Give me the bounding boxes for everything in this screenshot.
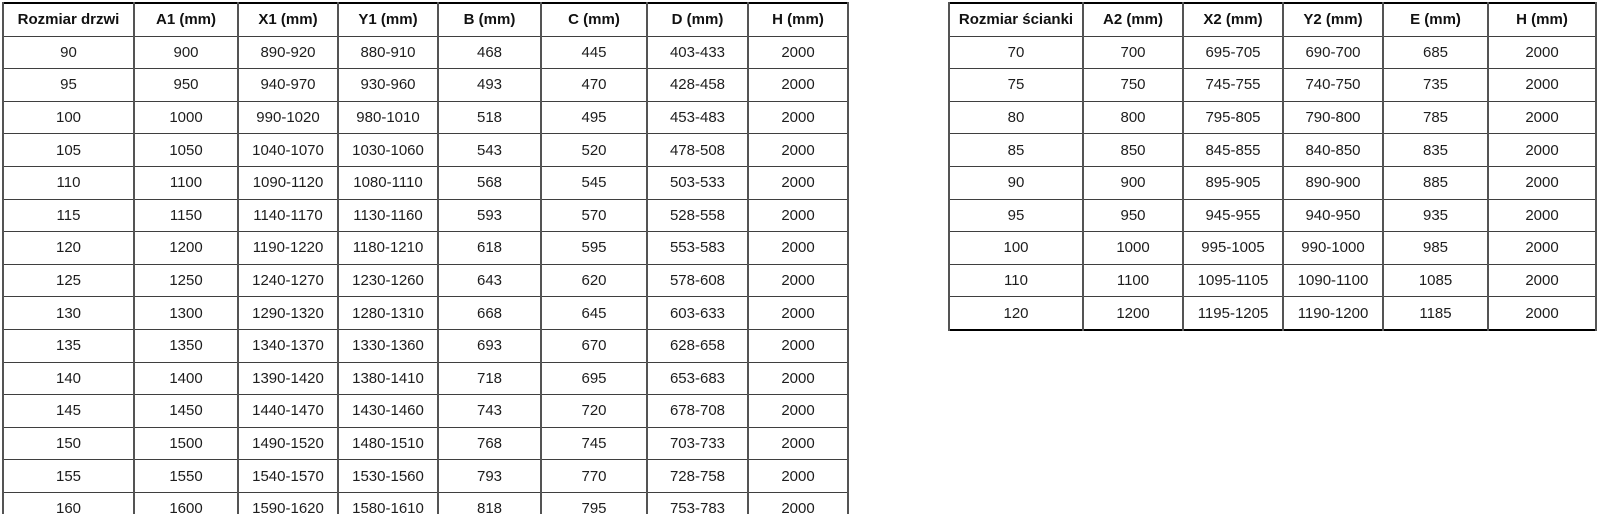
table-cell: 2000 bbox=[1488, 134, 1596, 167]
table-row bbox=[3, 36, 848, 69]
table-cell: 518 bbox=[438, 101, 541, 134]
table-cell: 880-910 bbox=[338, 36, 438, 69]
table-cell: 135 bbox=[3, 329, 134, 362]
table-cell: 800 bbox=[1083, 101, 1183, 134]
table-cell: 1100 bbox=[134, 166, 238, 199]
table-cell: 120 bbox=[949, 297, 1083, 330]
table-cell: 445 bbox=[541, 36, 647, 69]
table-cell: 678-708 bbox=[647, 395, 748, 428]
table-cell: 930-960 bbox=[338, 69, 438, 102]
table-cell: 950 bbox=[134, 69, 238, 102]
table-cell: 700 bbox=[1083, 36, 1183, 69]
table-row bbox=[3, 134, 848, 167]
table-cell: 950 bbox=[1083, 199, 1183, 232]
table-cell: 785 bbox=[1383, 101, 1488, 134]
table-cell: 2000 bbox=[1488, 297, 1596, 330]
table-cell: 403-433 bbox=[647, 36, 748, 69]
table-cell: 2000 bbox=[748, 134, 848, 167]
table-cell: 885 bbox=[1383, 166, 1488, 199]
table-cell: 620 bbox=[541, 264, 647, 297]
column-header: H (mm) bbox=[1488, 3, 1596, 36]
table-cell: 578-608 bbox=[647, 264, 748, 297]
table-cell: 570 bbox=[541, 199, 647, 232]
column-header: A1 (mm) bbox=[134, 3, 238, 36]
column-header: Rozmiar drzwi bbox=[3, 3, 134, 36]
table-cell: 990-1020 bbox=[238, 101, 338, 134]
table-cell: 1085 bbox=[1383, 264, 1488, 297]
table-cell: 753-783 bbox=[647, 492, 748, 514]
table-cell: 745 bbox=[541, 427, 647, 460]
column-header: H (mm) bbox=[748, 3, 848, 36]
table-cell: 1540-1570 bbox=[238, 460, 338, 493]
table-cell: 2000 bbox=[1488, 36, 1596, 69]
table-cell: 1230-1260 bbox=[338, 264, 438, 297]
column-header: E (mm) bbox=[1383, 3, 1488, 36]
table-cell: 670 bbox=[541, 329, 647, 362]
table-cell: 2000 bbox=[748, 264, 848, 297]
table-cell: 110 bbox=[949, 264, 1083, 297]
column-header: X2 (mm) bbox=[1183, 3, 1283, 36]
table-cell: 703-733 bbox=[647, 427, 748, 460]
table-cell: 795-805 bbox=[1183, 101, 1283, 134]
table-cell: 745-755 bbox=[1183, 69, 1283, 102]
table-cell: 1185 bbox=[1383, 297, 1488, 330]
table-cell: 503-533 bbox=[647, 166, 748, 199]
table-cell: 115 bbox=[3, 199, 134, 232]
table-cell: 890-920 bbox=[238, 36, 338, 69]
table-cell: 2000 bbox=[1488, 199, 1596, 232]
table-cell: 1030-1060 bbox=[338, 134, 438, 167]
table-cell: 2000 bbox=[748, 199, 848, 232]
table-cell: 818 bbox=[438, 492, 541, 514]
table-cell: 690-700 bbox=[1283, 36, 1383, 69]
table-cell: 695-705 bbox=[1183, 36, 1283, 69]
table-cell: 1350 bbox=[134, 329, 238, 362]
table-cell: 1140-1170 bbox=[238, 199, 338, 232]
table-cell: 428-458 bbox=[647, 69, 748, 102]
table-cell: 493 bbox=[438, 69, 541, 102]
table-cell: 1150 bbox=[134, 199, 238, 232]
table-cell: 1050 bbox=[134, 134, 238, 167]
table-row bbox=[3, 329, 848, 362]
table-cell: 1590-1620 bbox=[238, 492, 338, 514]
table-cell: 120 bbox=[3, 232, 134, 265]
table-row bbox=[949, 69, 1596, 102]
table-cell: 1500 bbox=[134, 427, 238, 460]
table-cell: 618 bbox=[438, 232, 541, 265]
table-cell: 840-850 bbox=[1283, 134, 1383, 167]
table-row bbox=[949, 264, 1596, 297]
table-cell: 545 bbox=[541, 166, 647, 199]
table-cell: 940-970 bbox=[238, 69, 338, 102]
table-cell: 1480-1510 bbox=[338, 427, 438, 460]
door-sizes-table bbox=[2, 2, 849, 514]
column-header: Y2 (mm) bbox=[1283, 3, 1383, 36]
column-header: C (mm) bbox=[541, 3, 647, 36]
table-cell: 1440-1470 bbox=[238, 395, 338, 428]
column-header: X1 (mm) bbox=[238, 3, 338, 36]
table-row bbox=[3, 69, 848, 102]
table-cell: 155 bbox=[3, 460, 134, 493]
table-cell: 1040-1070 bbox=[238, 134, 338, 167]
table-cell: 593 bbox=[438, 199, 541, 232]
table-cell: 2000 bbox=[748, 362, 848, 395]
table-cell: 2000 bbox=[748, 329, 848, 362]
table-cell: 75 bbox=[949, 69, 1083, 102]
table-cell: 2000 bbox=[1488, 69, 1596, 102]
table-cell: 2000 bbox=[1488, 264, 1596, 297]
table-row bbox=[949, 101, 1596, 134]
table-row bbox=[3, 362, 848, 395]
table-cell: 985 bbox=[1383, 232, 1488, 265]
table-cell: 1550 bbox=[134, 460, 238, 493]
table-cell: 1200 bbox=[134, 232, 238, 265]
table-cell: 945-955 bbox=[1183, 199, 1283, 232]
table-cell: 495 bbox=[541, 101, 647, 134]
table-cell: 795 bbox=[541, 492, 647, 514]
table-cell: 95 bbox=[949, 199, 1083, 232]
table-cell: 1300 bbox=[134, 297, 238, 330]
table-cell: 1080-1110 bbox=[338, 166, 438, 199]
table-row bbox=[949, 232, 1596, 265]
table-cell: 1000 bbox=[134, 101, 238, 134]
table-cell: 95 bbox=[3, 69, 134, 102]
header-row bbox=[949, 3, 1596, 36]
table-cell: 2000 bbox=[1488, 232, 1596, 265]
table-cell: 105 bbox=[3, 134, 134, 167]
table-cell: 1530-1560 bbox=[338, 460, 438, 493]
table-cell: 1240-1270 bbox=[238, 264, 338, 297]
table-cell: 145 bbox=[3, 395, 134, 428]
column-header: A2 (mm) bbox=[1083, 3, 1183, 36]
table-cell: 100 bbox=[949, 232, 1083, 265]
table-row bbox=[3, 395, 848, 428]
table-cell: 645 bbox=[541, 297, 647, 330]
table-cell: 668 bbox=[438, 297, 541, 330]
table-cell: 2000 bbox=[748, 297, 848, 330]
table-cell: 130 bbox=[3, 297, 134, 330]
table-cell: 150 bbox=[3, 427, 134, 460]
table-cell: 1340-1370 bbox=[238, 329, 338, 362]
table-cell: 1190-1220 bbox=[238, 232, 338, 265]
column-header: Rozmiar ścianki bbox=[949, 3, 1083, 36]
table-cell: 553-583 bbox=[647, 232, 748, 265]
table-cell: 468 bbox=[438, 36, 541, 69]
table-row bbox=[949, 36, 1596, 69]
table-cell: 850 bbox=[1083, 134, 1183, 167]
column-header: D (mm) bbox=[647, 3, 748, 36]
table-cell: 2000 bbox=[748, 36, 848, 69]
table-cell: 768 bbox=[438, 427, 541, 460]
table-cell: 718 bbox=[438, 362, 541, 395]
table-cell: 2000 bbox=[748, 166, 848, 199]
table-cell: 1580-1610 bbox=[338, 492, 438, 514]
column-header: Y1 (mm) bbox=[338, 3, 438, 36]
table-cell: 1130-1160 bbox=[338, 199, 438, 232]
table-cell: 628-658 bbox=[647, 329, 748, 362]
table-cell: 110 bbox=[3, 166, 134, 199]
table-cell: 695 bbox=[541, 362, 647, 395]
table-cell: 1200 bbox=[1083, 297, 1183, 330]
table-row bbox=[949, 297, 1596, 330]
table-cell: 1280-1310 bbox=[338, 297, 438, 330]
table-cell: 990-1000 bbox=[1283, 232, 1383, 265]
table-cell: 520 bbox=[541, 134, 647, 167]
table-row bbox=[3, 297, 848, 330]
column-header: B (mm) bbox=[438, 3, 541, 36]
table-cell: 935 bbox=[1383, 199, 1488, 232]
table-cell: 643 bbox=[438, 264, 541, 297]
table-row bbox=[3, 264, 848, 297]
table-row bbox=[949, 134, 1596, 167]
table-cell: 470 bbox=[541, 69, 647, 102]
table-cell: 1290-1320 bbox=[238, 297, 338, 330]
table-cell: 845-855 bbox=[1183, 134, 1283, 167]
table-cell: 720 bbox=[541, 395, 647, 428]
table-cell: 1100 bbox=[1083, 264, 1183, 297]
table-cell: 728-758 bbox=[647, 460, 748, 493]
table-cell: 1000 bbox=[1083, 232, 1183, 265]
table-cell: 2000 bbox=[748, 460, 848, 493]
table-cell: 2000 bbox=[748, 69, 848, 102]
table-cell: 1095-1105 bbox=[1183, 264, 1283, 297]
table-cell: 895-905 bbox=[1183, 166, 1283, 199]
table-row bbox=[949, 199, 1596, 232]
table-cell: 140 bbox=[3, 362, 134, 395]
table-cell: 2000 bbox=[748, 427, 848, 460]
table-cell: 1190-1200 bbox=[1283, 297, 1383, 330]
table-cell: 528-558 bbox=[647, 199, 748, 232]
table-cell: 995-1005 bbox=[1183, 232, 1283, 265]
table-cell: 740-750 bbox=[1283, 69, 1383, 102]
table-cell: 890-900 bbox=[1283, 166, 1383, 199]
table-cell: 770 bbox=[541, 460, 647, 493]
table-cell: 595 bbox=[541, 232, 647, 265]
table-cell: 90 bbox=[3, 36, 134, 69]
table-cell: 980-1010 bbox=[338, 101, 438, 134]
header-row bbox=[3, 3, 848, 36]
table-cell: 70 bbox=[949, 36, 1083, 69]
table-row bbox=[3, 232, 848, 265]
table-row bbox=[3, 199, 848, 232]
table-cell: 478-508 bbox=[647, 134, 748, 167]
table-cell: 1400 bbox=[134, 362, 238, 395]
table-cell: 685 bbox=[1383, 36, 1488, 69]
table-cell: 1390-1420 bbox=[238, 362, 338, 395]
table-row bbox=[3, 101, 848, 134]
table-cell: 900 bbox=[1083, 166, 1183, 199]
table-cell: 90 bbox=[949, 166, 1083, 199]
table-cell: 940-950 bbox=[1283, 199, 1383, 232]
table-cell: 1090-1120 bbox=[238, 166, 338, 199]
table-cell: 80 bbox=[949, 101, 1083, 134]
table-cell: 750 bbox=[1083, 69, 1183, 102]
table-cell: 2000 bbox=[748, 395, 848, 428]
table-cell: 1600 bbox=[134, 492, 238, 514]
table-cell: 1450 bbox=[134, 395, 238, 428]
table-row bbox=[3, 460, 848, 493]
table-cell: 900 bbox=[134, 36, 238, 69]
table-cell: 790-800 bbox=[1283, 101, 1383, 134]
table-cell: 1380-1410 bbox=[338, 362, 438, 395]
table-cell: 793 bbox=[438, 460, 541, 493]
wall-panel-sizes-table bbox=[948, 2, 1597, 331]
table-row bbox=[949, 166, 1596, 199]
table-cell: 1430-1460 bbox=[338, 395, 438, 428]
table-cell: 2000 bbox=[748, 101, 848, 134]
table-cell: 2000 bbox=[1488, 101, 1596, 134]
table-cell: 2000 bbox=[1488, 166, 1596, 199]
table-row bbox=[3, 427, 848, 460]
table-cell: 453-483 bbox=[647, 101, 748, 134]
table-cell: 743 bbox=[438, 395, 541, 428]
table-cell: 1195-1205 bbox=[1183, 297, 1283, 330]
table-row bbox=[3, 492, 848, 514]
table-cell: 1250 bbox=[134, 264, 238, 297]
table-cell: 85 bbox=[949, 134, 1083, 167]
table-cell: 2000 bbox=[748, 232, 848, 265]
table-row bbox=[3, 166, 848, 199]
table-cell: 1330-1360 bbox=[338, 329, 438, 362]
table-cell: 1490-1520 bbox=[238, 427, 338, 460]
table-cell: 1180-1210 bbox=[338, 232, 438, 265]
table-cell: 735 bbox=[1383, 69, 1488, 102]
table-cell: 835 bbox=[1383, 134, 1488, 167]
table-cell: 160 bbox=[3, 492, 134, 514]
table-cell: 568 bbox=[438, 166, 541, 199]
table-cell: 1090-1100 bbox=[1283, 264, 1383, 297]
table-cell: 693 bbox=[438, 329, 541, 362]
table-cell: 603-633 bbox=[647, 297, 748, 330]
table-cell: 100 bbox=[3, 101, 134, 134]
table-cell: 653-683 bbox=[647, 362, 748, 395]
table-cell: 125 bbox=[3, 264, 134, 297]
table-cell: 543 bbox=[438, 134, 541, 167]
table-cell: 2000 bbox=[748, 492, 848, 514]
